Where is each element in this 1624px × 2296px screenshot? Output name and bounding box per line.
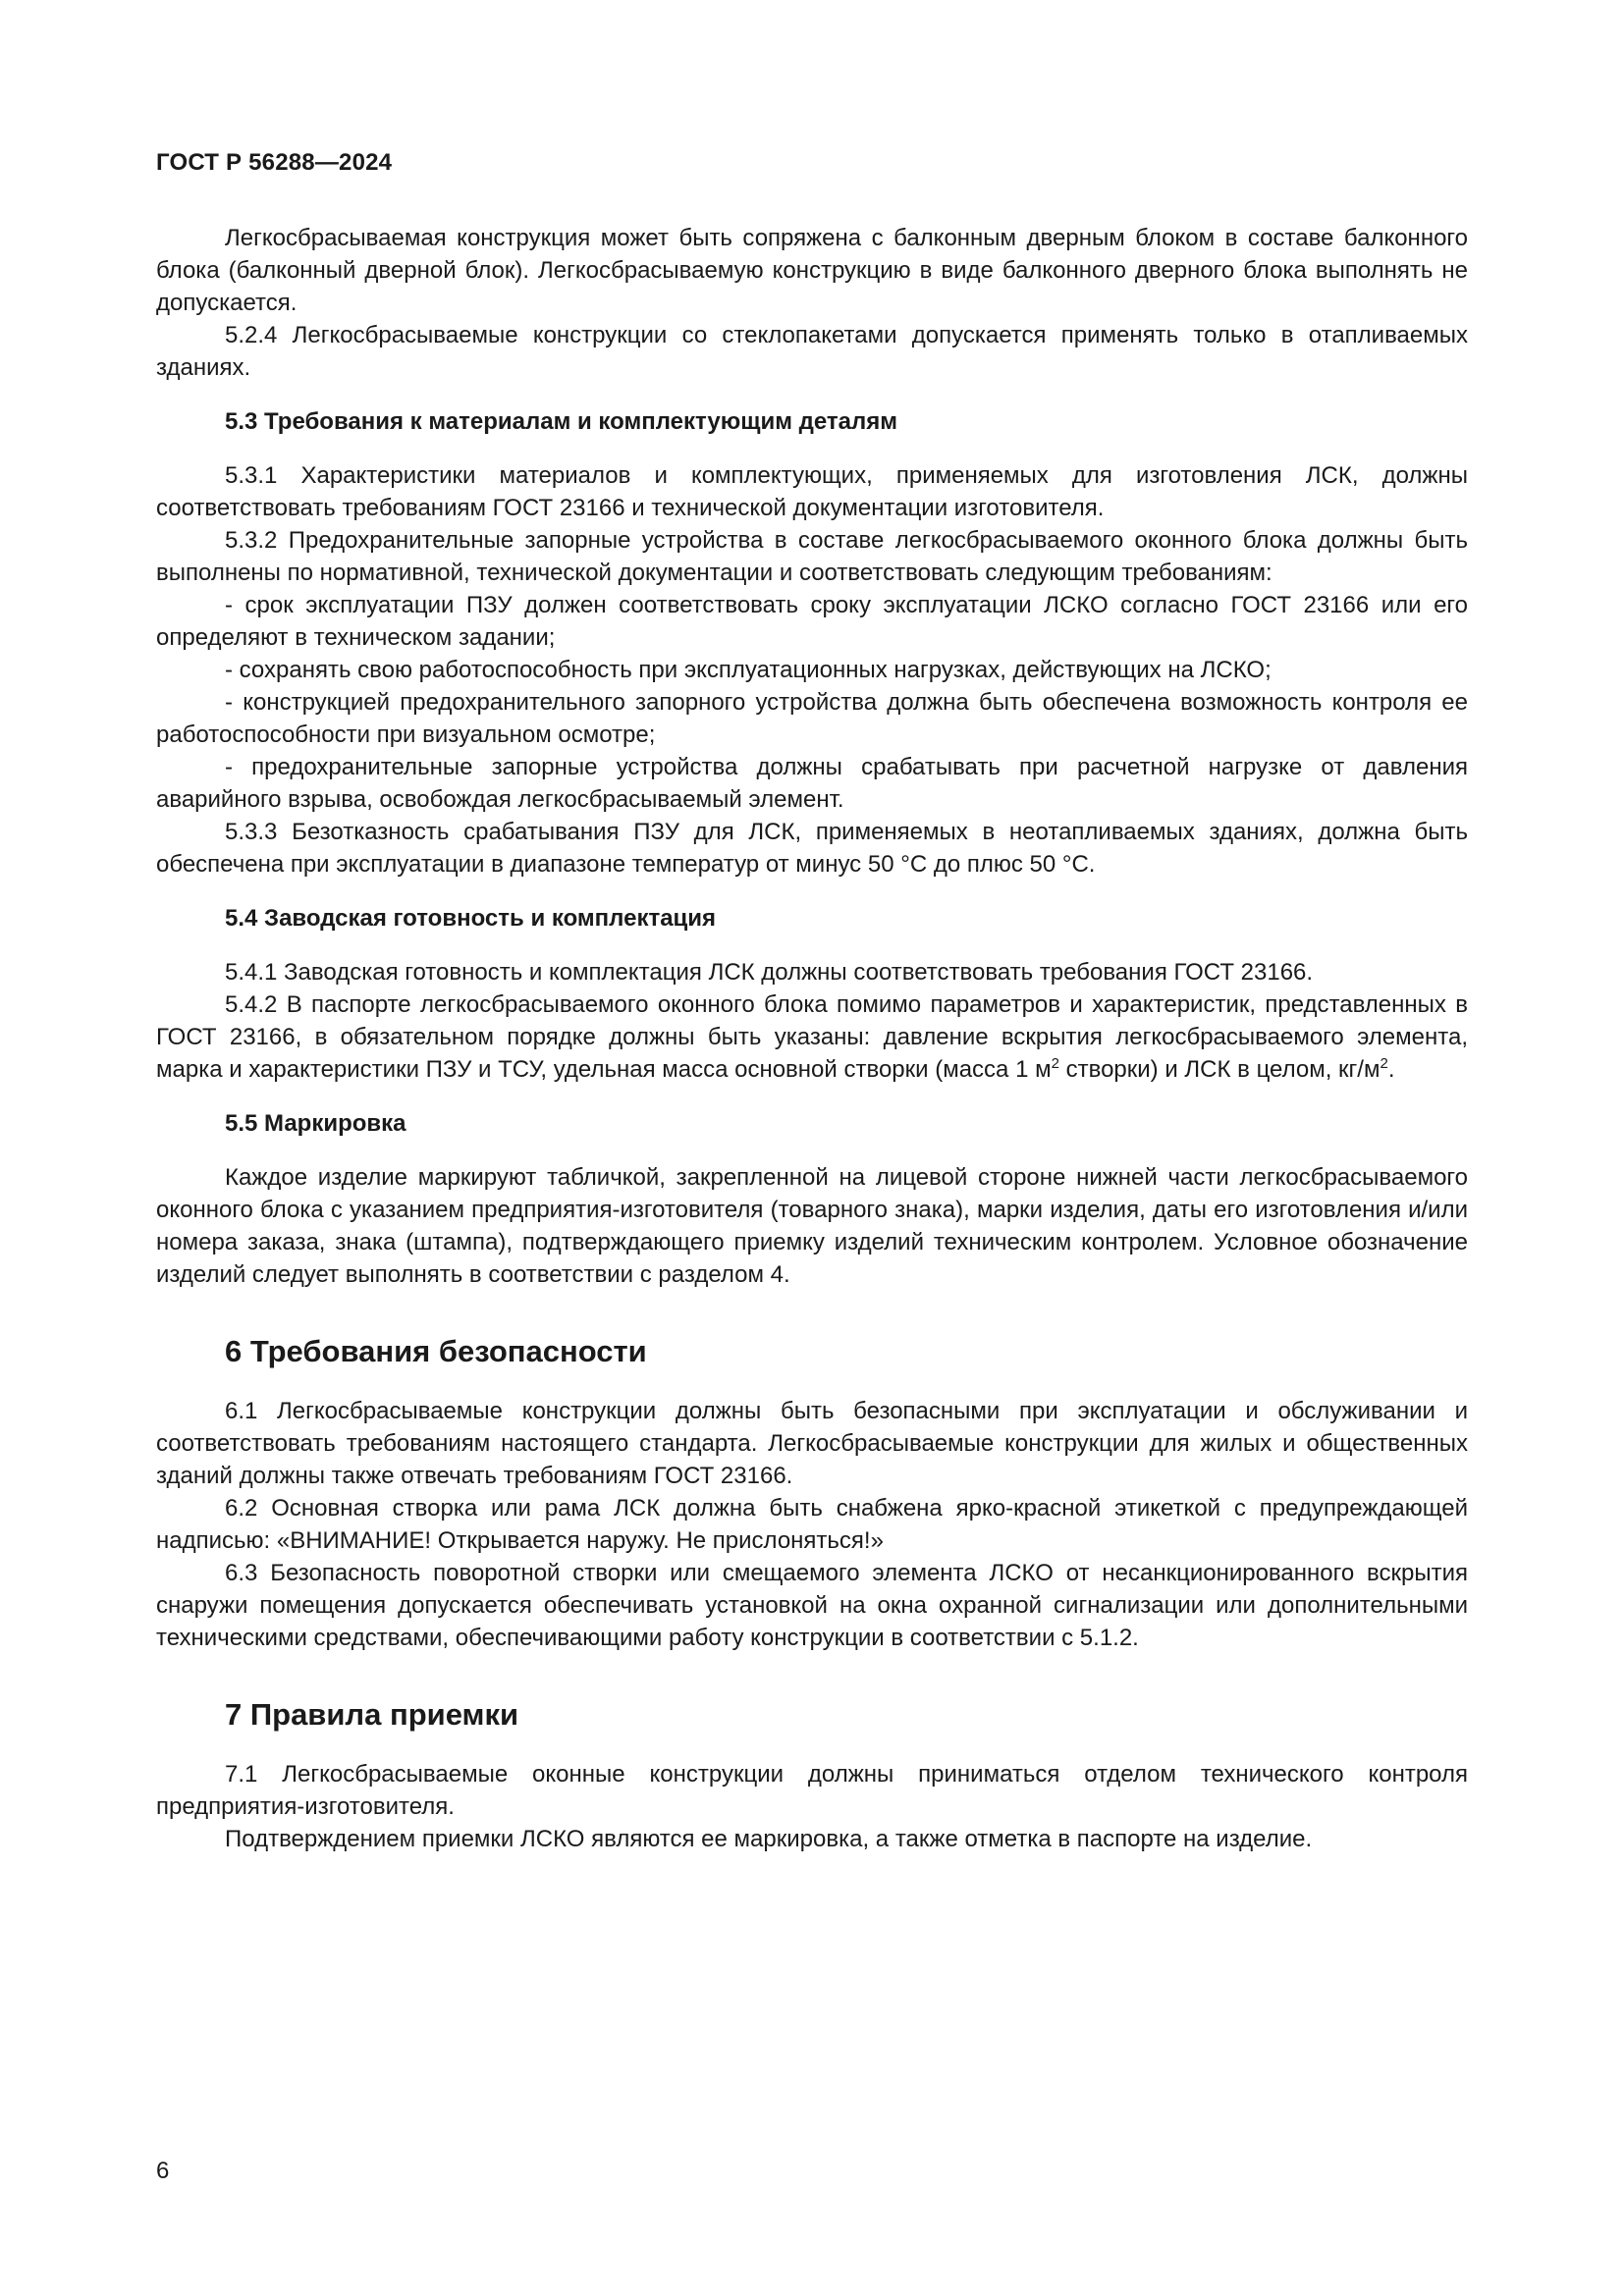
paragraph-5-3-2: 5.3.2 Предохранительные запорные устройства в составе легкосбрасываемого оконного блока должны быть выполнены по нормативной, технической документации и соответствовать следующим требованиям: bbox=[156, 527, 1468, 586]
running-header-standard-number: ГОСТ Р 56288—2024 bbox=[156, 149, 393, 176]
subsection-heading-5-3: 5.3 Требования к материалам и комплектующим деталям bbox=[225, 408, 897, 435]
paragraph-6-3: 6.3 Безопасность поворотной створки или смещаемого элемента ЛСКО от несанкционированного вскрытия снаружи помещения допускается обеспечивать установкой на окна охранной сигнализации или дополнительными техническими средствами, обеспечивающими работу конструкции в соответствии с 5.1.2. bbox=[156, 1560, 1468, 1651]
section-heading-6: 6 Требования безопасности bbox=[225, 1334, 647, 1368]
paragraph-7-1: 7.1 Легкосбрасываемые оконные конструкции должны приниматься отделом технического контроля предприятия-изготовителя. bbox=[156, 1761, 1468, 1820]
section-heading-7: 7 Правила приемки bbox=[225, 1697, 519, 1732]
subsection-heading-5-5: 5.5 Маркировка bbox=[225, 1110, 406, 1137]
paragraph-7-acceptance-confirmation: Подтверждением приемки ЛСКО являются ее маркировка, а также отметка в паспорте на изделие. bbox=[225, 1826, 1313, 1852]
paragraph-5-4-1: 5.4.1 Заводская готовность и комплектация ЛСК должны соответствовать требования ГОСТ 23166. bbox=[225, 959, 1314, 986]
paragraph-5-4-2-text-c: . bbox=[1387, 1056, 1395, 1083]
list-item-operability: - сохранять свою работоспособность при эксплуатационных нагрузках, действующих на ЛСКО; bbox=[225, 657, 1272, 683]
list-item-trigger-load: - предохранительные запорные устройства должны срабатывать при расчетной нагрузке от давления аварийного взрыва, освобождая легкосбрасываемый элемент. bbox=[156, 754, 1468, 813]
list-item-service-life: - срок эксплуатации ПЗУ должен соответствовать сроку эксплуатации ЛСКО согласно ГОСТ 23166 или его определяют в техническом задании; bbox=[156, 592, 1468, 651]
page-number: 6 bbox=[156, 2158, 170, 2184]
paragraph-5-4-2 bbox=[156, 988, 1468, 1086]
paragraph-5-3-1: 5.3.1 Характеристики материалов и комплектующих, применяемых для изготовления ЛСК, должны соответствовать требованиям ГОСТ 23166 и технической документации изготовителя. bbox=[156, 462, 1468, 521]
superscript-square: 2 bbox=[1051, 1055, 1059, 1072]
paragraph-5-2-4: 5.2.4 Легкосбрасываемые конструкции со стеклопакетами допускается применять только в отапливаемых зданиях. bbox=[156, 322, 1468, 381]
paragraph-5-5-marking: Каждое изделие маркируют табличкой, закрепленной на лицевой стороне нижней части легкосбрасываемого оконного блока с указанием предприятия-изготовителя (товарного знака), марки изделия, даты его изготовления и/или номера заказа, знака (штампа), подтверждающего приемку изделий техническим контролем. Условное обозначение изделий следует выполнять в соответствии с разделом 4. bbox=[156, 1164, 1468, 1288]
page-body bbox=[156, 222, 1468, 1855]
paragraph-5-4-2-text-b: створки) и ЛСК в целом, кг/м bbox=[1058, 1056, 1380, 1083]
paragraph-6-1: 6.1 Легкосбрасываемые конструкции должны быть безопасными при эксплуатации и обслуживании и соответствовать требованиям настоящего стандарта. Легкосбрасываемые конструкции для жилых и общественных зданий должны также отвечать требованиям ГОСТ 23166. bbox=[156, 1398, 1468, 1489]
subsection-heading-5-4: 5.4 Заводская готовность и комплектация bbox=[225, 905, 717, 932]
paragraph-balcony-block: Легкосбрасываемая конструкция может быть сопряжена с балконным дверным блоком в составе балконного блока (балконный дверной блок). Легкосбрасываемую конструкцию в виде балконного дверного блока выполнять не допускается. bbox=[156, 225, 1468, 316]
superscript-square: 2 bbox=[1380, 1055, 1388, 1072]
list-item-visual-inspection: - конструкцией предохранительного запорного устройства должна быть обеспечена возможность контроля ее работоспособности при визуальном осмотре; bbox=[156, 689, 1468, 748]
paragraph-5-3-3: 5.3.3 Безотказность срабатывания ПЗУ для ЛСК, применяемых в неотапливаемых зданиях, должна быть обеспечена при эксплуатации в диапазоне температур от минус 50 °С до плюс 50 °С. bbox=[156, 819, 1468, 878]
paragraph-5-4-2-text-a: 5.4.2 В паспорте легкосбрасываемого оконного блока помимо параметров и характеристик, представленных в ГОСТ 23166, в обязательном порядке должны быть указаны: давление вскрытия легкосбрасываемого элемента, марка и характеристики ПЗУ и ТСУ, удельная масса основной створки (масса 1 м bbox=[156, 991, 1468, 1083]
paragraph-6-2: 6.2 Основная створка или рама ЛСК должна быть снабжена ярко-красной этикеткой с предупреждающей надписью: «ВНИМАНИЕ! Открывается наружу. Не прислоняться!» bbox=[156, 1495, 1468, 1554]
